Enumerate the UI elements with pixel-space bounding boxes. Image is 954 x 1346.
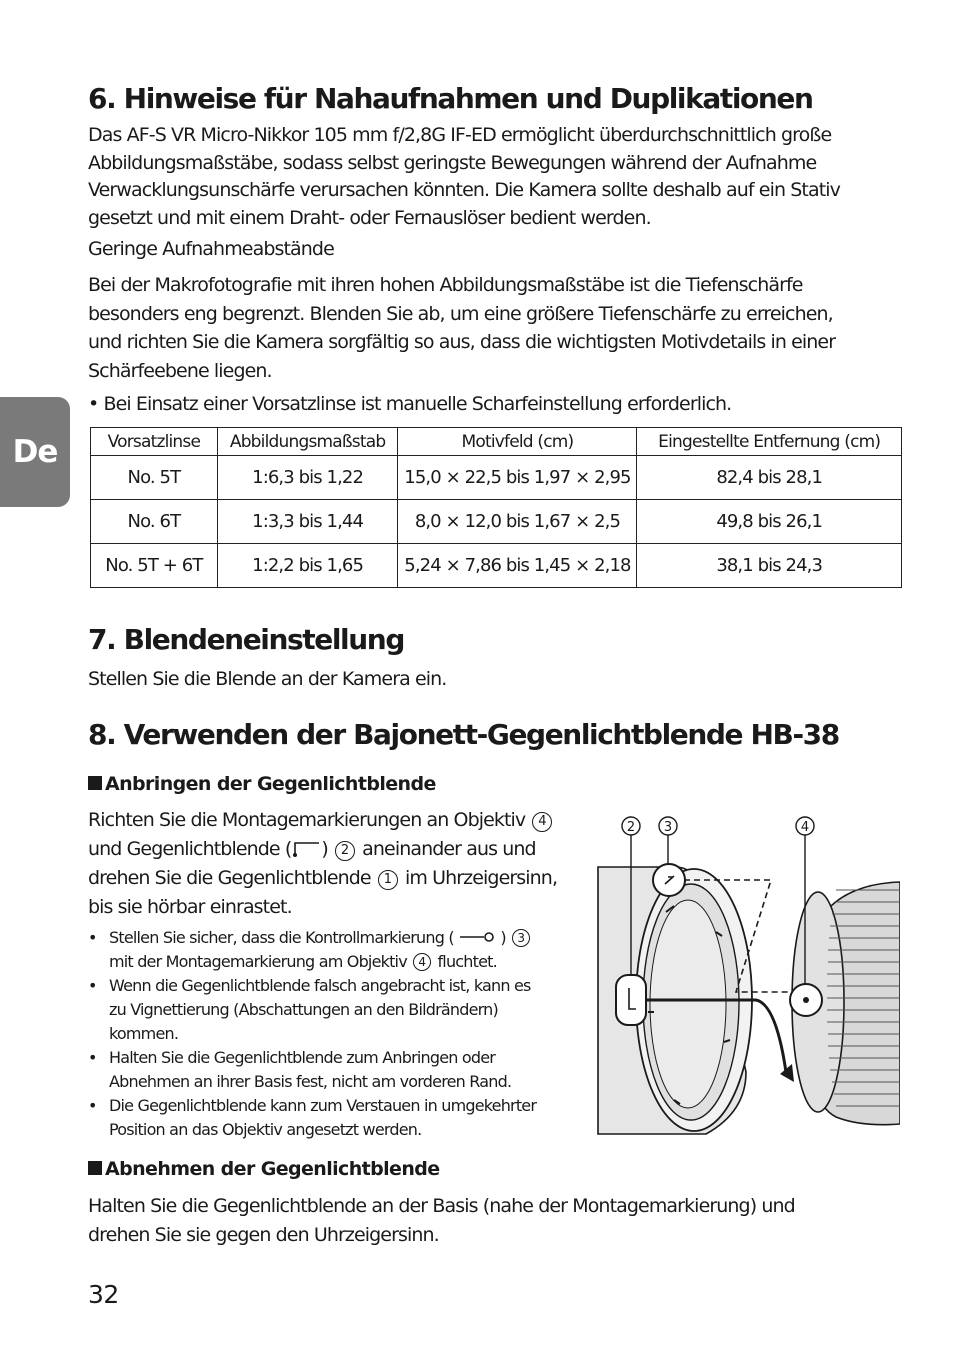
bullet-line: zu Vignettierung (Abschattungen an den Bildrändern) — [109, 1000, 498, 1019]
callout-4-icon: 4 — [413, 953, 431, 971]
close-up-lens-table — [90, 427, 902, 588]
language-tab-label: De — [12, 434, 58, 470]
attach-text: im Uhrzeigersinn, — [405, 867, 558, 889]
callout-4-label: 4 — [800, 820, 810, 835]
bullet-item — [88, 926, 593, 974]
table-cell: 1:6,3 bis 1,22 — [217, 456, 398, 500]
section-7-text: Stellen Sie die Blende an der Kamera ein. — [88, 668, 447, 690]
section-6-intro — [88, 122, 908, 232]
table-row — [91, 456, 902, 500]
bullet-item — [88, 1046, 593, 1094]
intro-line: Verwacklungsunschärfe verursachen könnten. Die Kamera sollte deshalb auf ein Stativ — [88, 179, 840, 201]
attach-line — [88, 835, 598, 864]
lens-mark-dot-icon — [803, 997, 809, 1003]
bullet-text: fluchtet. — [437, 952, 497, 971]
section-6-paragraph — [88, 271, 908, 385]
remove-paragraph — [88, 1192, 908, 1250]
section-6-bullet: • Bei Einsatz einer Vorsatzlinse ist manuelle Scharfeinstellung erforderlich. — [88, 393, 732, 415]
bullet-text: mit der Montagemarkierung am Objektiv — [109, 952, 407, 971]
bullet-dot: • — [88, 1096, 97, 1115]
lens-hood-illustration — [596, 812, 900, 1138]
attach-text: und Gegenlichtblende ( — [88, 838, 292, 860]
callout-3-label: 3 — [663, 820, 673, 835]
section-7-title: 7. Blendeneinstellung — [88, 623, 404, 656]
callout-1-icon: 1 — [378, 870, 398, 890]
mount-mark-highlight — [616, 975, 646, 1025]
table-cell: 38,1 bis 24,3 — [637, 544, 902, 588]
bullet-line: Die Gegenlichtblende kann zum Verstauen in umgekehrter — [109, 1096, 537, 1115]
bullet-line: Abnehmen an ihrer Basis fest, nicht am vorderen Rand. — [109, 1072, 512, 1091]
attach-text: aneinander aus und — [362, 838, 536, 860]
callout-4-icon: 4 — [532, 812, 552, 832]
bullet-line: Halten Sie die Gegenlichtblende zum Anbringen oder — [109, 1048, 496, 1067]
section-6-subheading: Geringe Aufnahmeabstände — [88, 238, 334, 260]
bullet-text: Stellen Sie sicher, dass die Kontrollmarkierung ( — [109, 928, 454, 947]
rotation-arrowhead-icon — [780, 1064, 794, 1082]
intro-line: Das AF-S VR Micro-Nikkor 105 mm f/2,8G IF-ED ermöglicht überdurchschnittlich große — [88, 124, 832, 146]
para-line: und richten Sie die Kamera sorgfältig so aus, dass die wichtigsten Motivdetails in einer — [88, 331, 836, 353]
remove-line: Halten Sie die Gegenlichtblende an der Basis (nahe der Montagemarkierung) und — [88, 1195, 795, 1217]
page-number: 32 — [88, 1280, 119, 1309]
callout-2-label: 2 — [626, 820, 636, 835]
table-header: Abbildungsmaßstab — [217, 428, 398, 456]
bullet-item — [88, 1094, 593, 1142]
language-tab — [0, 397, 70, 507]
remove-line: drehen Sie sie gegen den Uhrzeigersinn. — [88, 1224, 439, 1246]
table-cell: 82,4 bis 28,1 — [637, 456, 902, 500]
table-cell: No. 6T — [91, 500, 218, 544]
attach-text: Richten Sie die Montagemarkierungen an Objektiv — [88, 809, 526, 831]
attach-bullets — [88, 926, 593, 1142]
bullet-item — [88, 974, 593, 1046]
attach-heading-text: Anbringen der Gegenlichtblende — [105, 773, 436, 795]
para-line: Bei der Makrofotografie mit ihren hohen Abbildungsmaßstäbe ist die Tiefenschärfe — [88, 274, 803, 296]
bullet-dot: • — [88, 1048, 97, 1067]
check-mark-icon — [458, 931, 496, 943]
table-cell: No. 5T — [91, 456, 218, 500]
table-header-row — [91, 428, 902, 456]
callout-3-icon: 3 — [512, 929, 530, 947]
bullet-line: Position an das Objektiv angesetzt werden. — [109, 1120, 422, 1139]
table-cell: 15,0 × 22,5 bis 1,97 × 2,95 — [398, 456, 637, 500]
attach-line — [88, 806, 598, 835]
table-header: Eingestellte Entfernung (cm) — [637, 428, 902, 456]
mount-mark-icon — [291, 839, 321, 857]
callout-2-icon: 2 — [335, 841, 355, 861]
attach-line — [88, 864, 598, 893]
attach-text: drehen Sie die Gegenlichtblende — [88, 867, 371, 889]
bullet-dot: • — [88, 976, 97, 995]
bullet-line — [109, 950, 593, 974]
table-cell: 49,8 bis 26,1 — [637, 500, 902, 544]
remove-heading — [88, 1158, 440, 1180]
table-header: Vorsatzlinse — [91, 428, 218, 456]
table-cell: No. 5T + 6T — [91, 544, 218, 588]
attach-line: bis sie hörbar einrastet. — [88, 896, 292, 918]
section-6-title: 6. Hinweise für Nahaufnahmen und Duplikationen — [88, 82, 813, 115]
bullet-line — [109, 926, 593, 950]
attach-heading — [88, 773, 436, 795]
remove-heading-text: Abnehmen der Gegenlichtblende — [105, 1158, 440, 1180]
bullet-line: Wenn die Gegenlichtblende falsch angebracht ist, kann es — [109, 976, 531, 995]
table-row — [91, 544, 902, 588]
section-8-title: 8. Verwenden der Bajonett-Gegenlichtblende HB-38 — [88, 718, 839, 751]
table-row — [91, 500, 902, 544]
bullet-dot: • — [88, 928, 97, 947]
table-cell: 8,0 × 12,0 bis 1,67 × 2,5 — [398, 500, 637, 544]
table-cell: 1:3,3 bis 1,44 — [217, 500, 398, 544]
attach-text: ) — [321, 838, 328, 860]
para-line: Schärfeebene liegen. — [88, 359, 272, 382]
square-bullet-icon — [88, 776, 102, 790]
table-cell: 1:2,2 bis 1,65 — [217, 544, 398, 588]
attach-paragraph — [88, 806, 598, 922]
table-cell: 5,24 × 7,86 bis 1,45 × 2,18 — [398, 544, 637, 588]
hood-inner — [650, 900, 726, 1108]
square-bullet-icon — [88, 1161, 102, 1175]
intro-line: Abbildungsmaßstäbe, sodass selbst geringste Bewegungen während der Aufnahme — [88, 151, 817, 174]
bullet-text: ) — [500, 928, 506, 947]
bullet-line: kommen. — [109, 1024, 179, 1043]
table-header: Motivfeld (cm) — [398, 428, 637, 456]
intro-line: gesetzt und mit einem Draht- oder Fernauslöser bedient werden. — [88, 206, 651, 229]
para-line: besonders eng begrenzt. Blenden Sie ab, um eine größere Tiefenschärfe zu erreichen, — [88, 302, 833, 325]
